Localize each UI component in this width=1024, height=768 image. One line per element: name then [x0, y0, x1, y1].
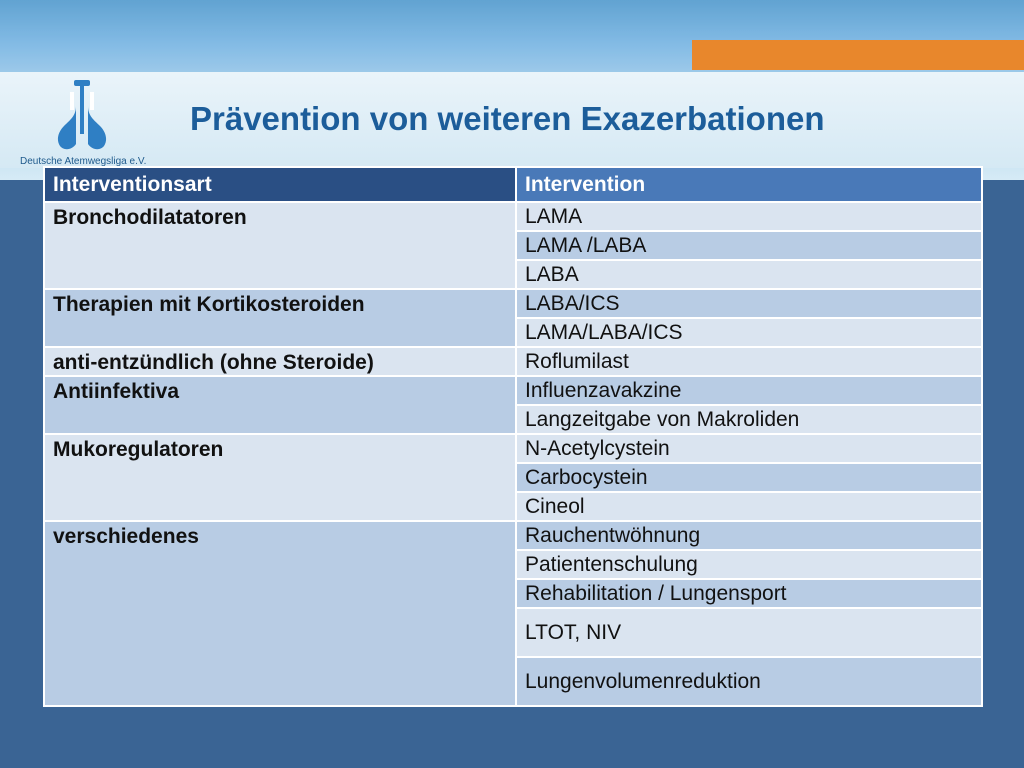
slide-title: Prävention von weiteren Exazerbationen: [190, 100, 825, 137]
intervention-cell: Roflumilast: [516, 347, 982, 376]
intervention-cell: N-Acetylcystein: [516, 434, 982, 463]
table-header-row: [44, 167, 982, 202]
intervention-cell: Lungenvolumenreduktion: [516, 657, 982, 706]
intervention-table-wrapper: [43, 166, 981, 707]
accent-bar: [692, 40, 1024, 70]
logo: [12, 80, 162, 167]
intervention-cell: Patientenschulung: [516, 550, 982, 579]
intervention-cell: LABA: [516, 260, 982, 289]
header-interventionsart: Interventionsart: [44, 167, 516, 202]
category-cell: anti-entzündlich (ohne Steroide): [44, 347, 516, 376]
lung-logo-icon: [50, 80, 114, 154]
intervention-cell: LTOT, NIV: [516, 608, 982, 657]
header-intervention: Intervention: [516, 167, 982, 202]
intervention-cell: Langzeitgabe von Makroliden: [516, 405, 982, 434]
table-row: [44, 434, 982, 463]
intervention-table: [43, 166, 983, 707]
intervention-cell: LAMA /LABA: [516, 231, 982, 260]
category-cell: Therapien mit Kortikosteroiden: [44, 289, 516, 347]
intervention-cell: LAMA: [516, 202, 982, 231]
intervention-cell: Rehabilitation / Lungensport: [516, 579, 982, 608]
intervention-cell: LAMA/LABA/ICS: [516, 318, 982, 347]
intervention-cell: Carbocystein: [516, 463, 982, 492]
slide-header: [0, 72, 1024, 168]
table-row: [44, 289, 982, 318]
table-body: [44, 202, 982, 706]
category-cell: Mukoregulatoren: [44, 434, 516, 521]
table-row: [44, 347, 982, 376]
table-row: [44, 521, 982, 550]
logo-caption: Deutsche Atemwegsliga e.V.: [20, 156, 147, 167]
intervention-cell: Cineol: [516, 492, 982, 521]
intervention-cell: LABA/ICS: [516, 289, 982, 318]
intervention-cell: Influenzavakzine: [516, 376, 982, 405]
category-cell: verschiedenes: [44, 521, 516, 706]
table-row: [44, 376, 982, 405]
table-row: [44, 202, 982, 231]
intervention-cell: Rauchentwöhnung: [516, 521, 982, 550]
category-cell: Bronchodilatatoren: [44, 202, 516, 289]
category-cell: Antiinfektiva: [44, 376, 516, 434]
